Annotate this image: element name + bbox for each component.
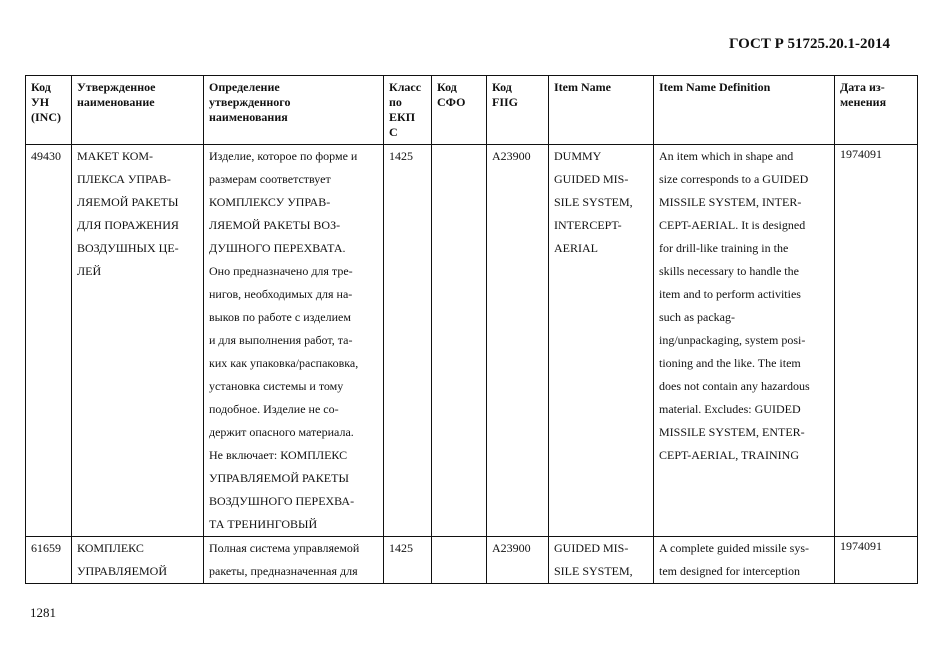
cell-text-line: ких как упаковка/распаковка, bbox=[209, 356, 359, 370]
header-line: наименования bbox=[209, 110, 288, 124]
cell-text-line: tem designed for interception bbox=[659, 564, 800, 578]
cell-text-line: material. Excludes: GUIDED bbox=[659, 402, 801, 416]
cell-fiig-code: A23900 bbox=[487, 145, 549, 537]
header-line: наименование bbox=[77, 95, 155, 109]
change-date-value: 1974091 bbox=[840, 147, 882, 161]
cell-text-line: does not contain any hazardous bbox=[659, 379, 810, 393]
col-header-class bbox=[384, 76, 432, 145]
header-line: по bbox=[389, 95, 402, 109]
cell-text-line: ЛЯЕМОЙ РАКЕТЫ bbox=[77, 195, 179, 209]
col-header-item-name bbox=[549, 76, 654, 145]
header-line: Код bbox=[492, 80, 512, 94]
cell-class: 1425 bbox=[384, 145, 432, 537]
cell-text-line: ракеты, предназначенная для bbox=[209, 564, 358, 578]
col-header-sfo-code bbox=[432, 76, 487, 145]
cell-text-line: Изделие, которое по форме и bbox=[209, 149, 358, 163]
cell-text-line: Полная система управляемой bbox=[209, 541, 360, 555]
header-line: ЕКП bbox=[389, 110, 416, 124]
header-line: УН bbox=[31, 95, 50, 109]
cell-approved-name bbox=[72, 145, 204, 537]
cell-text-line: for drill-like training in the bbox=[659, 241, 789, 255]
cell-text-line: Оно предназначено для тре- bbox=[209, 264, 353, 278]
cell-text-line: SILE SYSTEM, bbox=[554, 195, 633, 209]
cell-text-line: установка системы и тому bbox=[209, 379, 344, 393]
table-header-row bbox=[26, 76, 918, 145]
cell-text-line: An item which in shape and bbox=[659, 149, 794, 163]
header-line: Определение bbox=[209, 80, 280, 94]
cell-text-line: МАКЕТ КОМ- bbox=[77, 149, 154, 163]
cell-inc: 49430 bbox=[26, 145, 72, 537]
cell-text-line: ВОЗДУШНЫХ ЦЕ- bbox=[77, 241, 179, 255]
cell-name-definition bbox=[204, 537, 384, 584]
cell-text-line: Не включает: КОМПЛЕКС bbox=[209, 448, 348, 462]
header-line: Item Name Definition bbox=[659, 80, 771, 94]
cell-text-line: подобное. Изделие не со- bbox=[209, 402, 339, 416]
cell-text-line: КОМПЛЕКС bbox=[77, 541, 144, 555]
cell-fiig-code: A23900 bbox=[487, 537, 549, 584]
col-header-item-name-definition bbox=[654, 76, 835, 145]
header-line: С bbox=[389, 125, 398, 139]
cell-approved-name bbox=[72, 537, 204, 584]
cell-sfo-code bbox=[432, 145, 487, 537]
cell-text-line: ing/unpackaging, system posi- bbox=[659, 333, 806, 347]
cell-text-line: DUMMY bbox=[554, 149, 602, 163]
page-number: 1281 bbox=[30, 605, 56, 620]
cell-change-date bbox=[835, 145, 918, 537]
header-line: Дата из- bbox=[840, 80, 885, 94]
cell-text-line: УПРАВЛЯЕМОЙ РАКЕТЫ bbox=[209, 471, 349, 485]
header-line: Класс bbox=[389, 80, 422, 94]
col-header-fiig-code bbox=[487, 76, 549, 145]
cell-item-name bbox=[549, 145, 654, 537]
cell-sfo-code bbox=[432, 537, 487, 584]
header-line: Код bbox=[31, 80, 51, 94]
cell-text-line: item and to perform activities bbox=[659, 287, 801, 301]
header-line: утвержденного bbox=[209, 95, 291, 109]
cell-text-line: GUIDED MIS- bbox=[554, 541, 629, 555]
cell-text-line: ТА ТРЕНИНГОВЫЙ bbox=[209, 517, 318, 531]
cell-class: 1425 bbox=[384, 537, 432, 584]
col-header-inc bbox=[26, 76, 72, 145]
cell-text-line: ДУШНОГО ПЕРЕХВАТА. bbox=[209, 241, 346, 255]
cell-text-line: КОМПЛЕКСУ УПРАВ- bbox=[209, 195, 331, 209]
col-header-name-definition bbox=[204, 76, 384, 145]
cell-text-line: such as packag- bbox=[659, 310, 735, 324]
cell-text-line: SILE SYSTEM, bbox=[554, 564, 633, 578]
cell-item-name bbox=[549, 537, 654, 584]
table-row bbox=[26, 145, 918, 537]
cell-text-line: ЛЯЕМОЙ РАКЕТЫ ВОЗ- bbox=[209, 218, 341, 232]
change-date-value: 1974091 bbox=[840, 539, 882, 553]
cell-item-name-definition bbox=[654, 145, 835, 537]
cell-text-line: MISSILE SYSTEM, ENTER- bbox=[659, 425, 805, 439]
cell-text-line: держит опасного материала. bbox=[209, 425, 354, 439]
cell-text-line: AERIAL bbox=[554, 241, 598, 255]
cell-text-line: ВОЗДУШНОГО ПЕРЕХВА- bbox=[209, 494, 355, 508]
cell-name-definition bbox=[204, 145, 384, 537]
header-line: Код bbox=[437, 80, 457, 94]
header-line: FIIG bbox=[492, 95, 519, 109]
cell-text-line: CEPT-AERIAL, TRAINING bbox=[659, 448, 799, 462]
cell-text-line: A complete guided missile sys- bbox=[659, 541, 809, 555]
header-line: (INC) bbox=[31, 110, 61, 124]
cell-text-line: size corresponds to a GUIDED bbox=[659, 172, 809, 186]
cell-text-line: MISSILE SYSTEM, INTER- bbox=[659, 195, 802, 209]
col-header-change-date bbox=[835, 76, 918, 145]
cell-text-line: CEPT-AERIAL. It is designed bbox=[659, 218, 806, 232]
cell-text-line: skills necessary to handle the bbox=[659, 264, 799, 278]
header-line: Item Name bbox=[554, 80, 611, 94]
col-header-approved-name bbox=[72, 76, 204, 145]
cell-text-line: и для выполнения работ, та- bbox=[209, 333, 353, 347]
cell-text-line: ДЛЯ ПОРАЖЕНИЯ bbox=[77, 218, 179, 232]
cell-change-date bbox=[835, 537, 918, 584]
cell-text-line: размерам соответствует bbox=[209, 172, 331, 186]
cell-item-name-definition bbox=[654, 537, 835, 584]
table-row bbox=[26, 537, 918, 584]
classification-table bbox=[25, 75, 918, 584]
cell-inc: 61659 bbox=[26, 537, 72, 584]
header-line: менения bbox=[840, 95, 887, 109]
cell-text-line: УПРАВЛЯЕМОЙ bbox=[77, 564, 167, 578]
header-line: СФО bbox=[437, 95, 466, 109]
cell-text-line: ЛЕЙ bbox=[77, 264, 102, 278]
cell-text-line: выков по работе с изделием bbox=[209, 310, 351, 324]
header-line: Утвержденное bbox=[77, 80, 156, 94]
document-code: ГОСТ Р 51725.20.1-2014 bbox=[728, 36, 890, 52]
cell-text-line: нигов, необходимых для на- bbox=[209, 287, 353, 301]
cell-text-line: INTERCEPT- bbox=[554, 218, 622, 232]
cell-text-line: ПЛЕКСА УПРАВ- bbox=[77, 172, 171, 186]
cell-text-line: GUIDED MIS- bbox=[554, 172, 629, 186]
cell-text-line: tioning and the like. The item bbox=[659, 356, 801, 370]
